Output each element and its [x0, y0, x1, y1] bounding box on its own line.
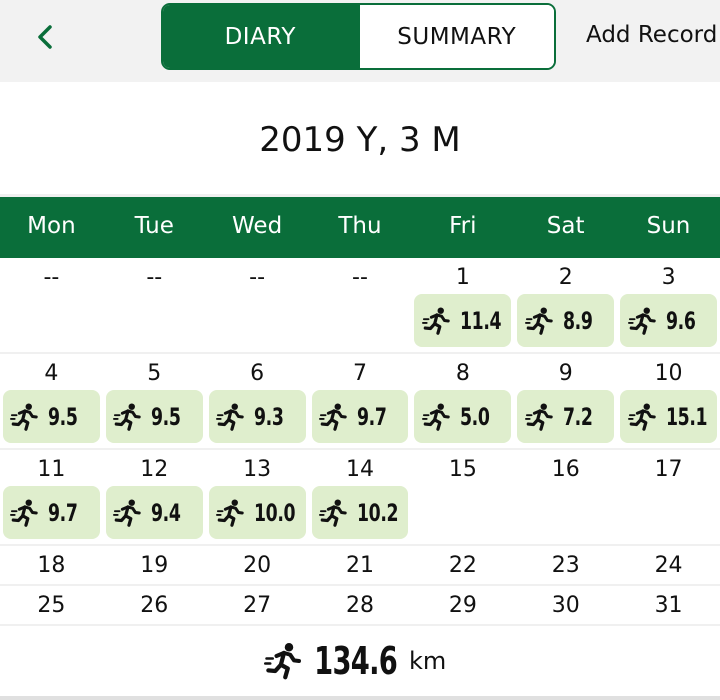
weekday-header — [0, 197, 720, 258]
divider — [0, 696, 720, 700]
day-number: 11 — [37, 457, 66, 482]
day-number: 4 — [44, 361, 59, 386]
running-person-icon — [113, 402, 143, 432]
calendar-day-cell[interactable] — [617, 586, 720, 624]
run-distance: 9.4 — [151, 498, 181, 527]
day-number: 9 — [558, 361, 573, 386]
day-number: 18 — [37, 553, 66, 578]
run-distance: 5.0 — [459, 402, 490, 431]
day-number: 7 — [352, 361, 367, 386]
total-distance-value: 134.6 — [313, 639, 397, 683]
day-number: -- — [352, 265, 368, 290]
calendar-day-cell[interactable] — [617, 258, 720, 352]
run-record-chip[interactable] — [3, 486, 100, 539]
day-number: 16 — [551, 457, 580, 482]
day-number: 5 — [147, 361, 162, 386]
run-distance: 9.5 — [48, 402, 78, 431]
run-record-chip[interactable] — [414, 390, 511, 443]
running-person-icon — [319, 402, 349, 432]
calendar-day-cell[interactable] — [0, 586, 103, 624]
calendar-day-cell[interactable] — [103, 450, 206, 544]
running-person-icon — [525, 306, 555, 336]
weekday-label: Wed — [232, 213, 283, 239]
weekday-label: Tue — [134, 213, 174, 239]
day-number: 22 — [448, 553, 477, 578]
day-number: 8 — [455, 361, 470, 386]
calendar-day-cell[interactable] — [0, 546, 103, 584]
calendar-week-row — [0, 450, 720, 544]
calendar-day-cell[interactable] — [206, 546, 309, 584]
calendar-day-cell[interactable] — [617, 546, 720, 584]
calendar-day-cell[interactable] — [514, 354, 617, 448]
calendar-day-cell — [0, 258, 103, 352]
running-person-icon — [10, 498, 40, 528]
run-record-chip[interactable] — [312, 486, 409, 539]
run-record-chip[interactable] — [517, 390, 614, 443]
weekday-label: Fri — [449, 213, 477, 239]
calendar-day-cell[interactable] — [206, 450, 309, 544]
calendar-day-cell[interactable] — [0, 354, 103, 448]
calendar-day-cell[interactable] — [309, 586, 412, 624]
calendar-day-cell[interactable] — [206, 354, 309, 448]
calendar-day-cell[interactable] — [411, 354, 514, 448]
calendar-day-cell[interactable] — [309, 354, 412, 448]
running-person-icon — [525, 402, 555, 432]
calendar-day-cell[interactable] — [309, 450, 412, 544]
calendar-day-cell[interactable] — [514, 546, 617, 584]
calendar-day-cell[interactable] — [411, 586, 514, 624]
day-number: 21 — [345, 553, 374, 578]
calendar-week-row — [0, 354, 720, 448]
calendar-week-row — [0, 258, 720, 352]
run-record-chip[interactable] — [106, 390, 203, 443]
weekday-label: Mon — [27, 213, 76, 239]
month-title: 2019 Y, 3 M — [259, 120, 461, 160]
run-distance: 9.7 — [48, 498, 78, 527]
tab-summary[interactable]: SUMMARY — [358, 5, 555, 68]
chevron-left-icon — [35, 23, 55, 51]
run-distance: 9.7 — [356, 402, 387, 431]
day-number: 15 — [448, 457, 477, 482]
day-number: 14 — [345, 457, 374, 482]
day-number: 23 — [551, 553, 580, 578]
calendar-day-cell[interactable] — [617, 354, 720, 448]
calendar-week-row — [0, 586, 720, 624]
calendar-day-cell[interactable] — [411, 546, 514, 584]
run-record-chip[interactable] — [312, 390, 409, 443]
running-person-icon — [422, 306, 452, 336]
run-distance: 9.6 — [665, 306, 696, 335]
day-number: 6 — [250, 361, 265, 386]
calendar-day-cell[interactable] — [514, 258, 617, 352]
run-record-chip[interactable] — [414, 294, 511, 347]
back-button[interactable] — [28, 20, 62, 54]
running-person-icon — [319, 498, 349, 528]
calendar-day-cell[interactable] — [103, 354, 206, 448]
day-number: 13 — [243, 457, 272, 482]
running-person-icon — [216, 402, 246, 432]
day-number: 26 — [140, 593, 169, 618]
running-person-icon — [264, 641, 304, 681]
run-distance: 10.2 — [356, 498, 399, 527]
day-number: -- — [249, 265, 266, 290]
run-distance: 9.5 — [151, 402, 181, 431]
run-record-chip[interactable] — [106, 486, 203, 539]
calendar-day-cell[interactable] — [411, 450, 514, 544]
day-number: 29 — [448, 593, 477, 618]
day-number: -- — [43, 265, 60, 290]
day-number: 12 — [140, 457, 169, 482]
day-number: 27 — [243, 593, 272, 618]
calendar-day-cell[interactable] — [514, 450, 617, 544]
weekday-label: Sun — [646, 213, 691, 239]
running-person-icon — [628, 306, 658, 336]
running-person-icon — [628, 402, 658, 432]
running-person-icon — [113, 498, 143, 528]
calendar-day-cell[interactable] — [0, 450, 103, 544]
day-number: 2 — [558, 265, 573, 290]
run-distance: 15.1 — [665, 402, 707, 431]
day-number: 30 — [551, 593, 580, 618]
day-number: 17 — [654, 457, 683, 482]
day-number: -- — [146, 265, 163, 290]
weekday-label: Thu — [338, 213, 382, 239]
calendar-day-cell[interactable] — [617, 450, 720, 544]
run-distance: 11.4 — [459, 306, 502, 335]
day-number: 19 — [140, 553, 169, 578]
calendar-day-cell[interactable] — [309, 546, 412, 584]
top-bar — [0, 0, 720, 82]
day-number: 25 — [37, 593, 66, 618]
calendar-day-cell — [103, 258, 206, 352]
monthly-total — [0, 626, 720, 696]
day-number: 28 — [345, 593, 374, 618]
calendar-day-cell[interactable] — [103, 546, 206, 584]
view-toggle — [161, 3, 556, 70]
calendar-day-cell[interactable] — [206, 586, 309, 624]
day-number: 10 — [654, 361, 683, 386]
tab-diary[interactable]: DIARY — [163, 5, 358, 68]
run-record-chip[interactable] — [620, 294, 717, 347]
running-person-icon — [10, 402, 40, 432]
run-record-chip[interactable] — [209, 486, 306, 539]
calendar-day-cell — [206, 258, 309, 352]
weekday-label: Sat — [546, 213, 585, 239]
add-record-button[interactable]: Add Record — [586, 22, 718, 48]
month-header — [0, 82, 720, 194]
run-distance: 9.3 — [254, 402, 284, 431]
day-number: 31 — [654, 593, 683, 618]
run-distance: 10.0 — [254, 498, 296, 527]
total-distance-unit: km — [408, 647, 447, 675]
calendar-day-cell[interactable] — [411, 258, 514, 352]
day-number: 20 — [243, 553, 272, 578]
day-number: 24 — [654, 553, 683, 578]
run-record-chip[interactable] — [209, 390, 306, 443]
run-distance: 8.9 — [562, 306, 593, 335]
calendar-day-cell[interactable] — [103, 586, 206, 624]
calendar-day-cell — [309, 258, 412, 352]
run-distance: 7.2 — [562, 402, 593, 431]
running-person-icon — [422, 402, 452, 432]
calendar-week-row — [0, 546, 720, 584]
day-number: 3 — [661, 265, 676, 290]
run-record-chip[interactable] — [620, 390, 717, 443]
running-person-icon — [216, 498, 246, 528]
calendar-day-cell[interactable] — [514, 586, 617, 624]
run-record-chip[interactable] — [517, 294, 614, 347]
run-record-chip[interactable] — [3, 390, 100, 443]
day-number: 1 — [455, 265, 470, 290]
